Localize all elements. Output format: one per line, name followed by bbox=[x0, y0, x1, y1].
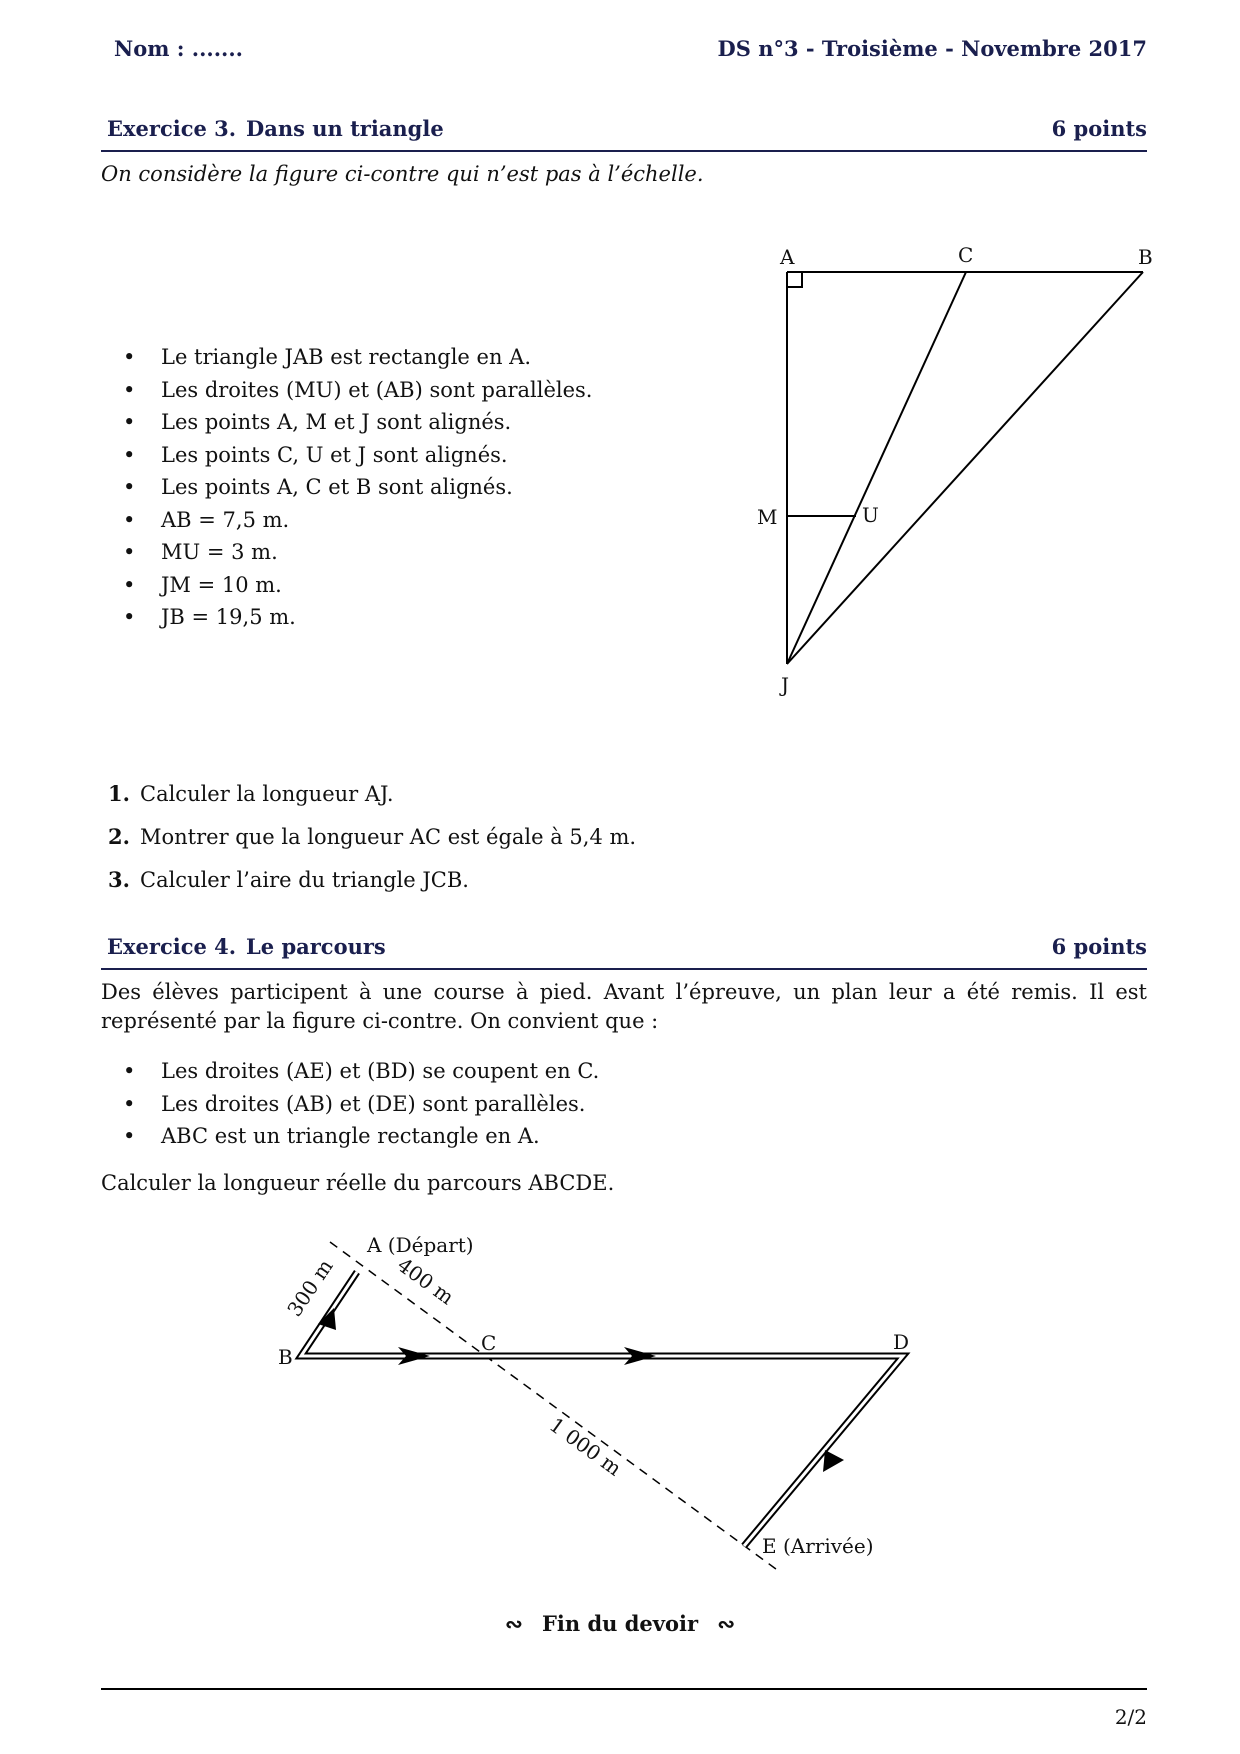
label-m: M bbox=[757, 505, 778, 529]
exercise-3-number: Exercice 3. bbox=[107, 116, 237, 141]
question-3: 3. Calculer l’aire du triangle JCB. bbox=[108, 867, 469, 892]
footer-rule bbox=[101, 1688, 1147, 1690]
exercise-3-questions bbox=[108, 777, 636, 906]
list-item: • Les points A, M et J sont alignés. bbox=[101, 406, 592, 439]
course-figure bbox=[0, 1220, 1240, 1600]
label-b: B bbox=[278, 1345, 293, 1369]
list-item: • MU = 3 m. bbox=[101, 536, 592, 569]
list-item: • Les points A, C et B sont alignés. bbox=[101, 471, 592, 504]
exercise-4-facts bbox=[101, 1055, 599, 1153]
segment-jc bbox=[787, 272, 966, 664]
triangle-figure bbox=[0, 0, 1240, 720]
label-a: A bbox=[780, 245, 795, 269]
label-c: C bbox=[481, 1331, 497, 1355]
exercise-4-task: Calculer la longueur réelle du parcours ABCDE. bbox=[101, 1171, 615, 1195]
list-item: • ABC est un triangle rectangle en A. bbox=[101, 1120, 599, 1153]
fleuron-right-icon: ∾ bbox=[717, 1611, 735, 1636]
end-of-test: ∾ Fin du devoir ∾ bbox=[505, 1611, 735, 1636]
distance-ac: 400 m bbox=[393, 1252, 459, 1310]
list-item: • Le triangle JAB est rectangle en A. bbox=[101, 341, 592, 374]
label-b: B bbox=[1138, 245, 1153, 269]
label-c: C bbox=[958, 243, 974, 267]
course-path-outer bbox=[301, 1272, 903, 1546]
exercise-4-title: Le parcours bbox=[246, 934, 386, 959]
label-a-depart: A (Départ) bbox=[367, 1233, 474, 1257]
list-item: • Les droites (AB) et (DE) sont parallèles. bbox=[101, 1088, 599, 1121]
question-1: 1. Calculer la longueur AJ. bbox=[108, 781, 394, 806]
exercise-4-intro: Des élèves participent à une course à pied. Avant l’épreuve, un plan leur a été remis. Il est représenté par la figure ci-contre. On convient que : bbox=[101, 980, 1147, 1033]
label-j: J bbox=[781, 673, 790, 697]
course-path-inner bbox=[301, 1272, 903, 1546]
dashed-line-ae bbox=[330, 1242, 780, 1572]
exercise-3-title: Dans un triangle bbox=[246, 116, 444, 141]
exercise-4-number: Exercice 4. bbox=[107, 934, 237, 959]
page-number: 2/2 bbox=[1114, 1705, 1147, 1729]
label-e-arrivee: E (Arrivée) bbox=[762, 1534, 874, 1558]
exercise-4-points: 6 points bbox=[1051, 934, 1147, 959]
exercise-3-intro: On considère la figure ci-contre qui n’est pas à l’échelle. bbox=[101, 162, 704, 186]
list-item: • Les droites (MU) et (AB) sont parallèles. bbox=[101, 374, 592, 407]
right-angle-marker bbox=[787, 272, 802, 287]
distance-ab: 300 m bbox=[282, 1254, 338, 1321]
distance-ce: 1 000 m bbox=[545, 1412, 626, 1481]
student-name-field: Nom : ....... bbox=[114, 36, 243, 61]
list-item: • JB = 19,5 m. bbox=[101, 601, 592, 634]
label-u: U bbox=[862, 503, 879, 527]
arrow-d-to-e bbox=[823, 1450, 844, 1472]
test-title: DS n°3 - Troisième - Novembre 2017 bbox=[717, 36, 1147, 61]
list-item: • JM = 10 m. bbox=[101, 569, 592, 602]
question-2: 2. Montrer que la longueur AC est égale à 5,4 m. bbox=[108, 824, 637, 849]
list-item: • Les points C, U et J sont alignés. bbox=[101, 439, 592, 472]
label-d: D bbox=[893, 1330, 910, 1354]
fleuron-left-icon: ∾ bbox=[505, 1611, 523, 1636]
segment-jb bbox=[787, 272, 1143, 664]
exercise-4-header bbox=[101, 934, 1147, 970]
list-item: • Les droites (AE) et (BD) se coupent en C. bbox=[101, 1055, 599, 1088]
list-item: • AB = 7,5 m. bbox=[101, 504, 592, 537]
exercise-3-points: 6 points bbox=[1051, 116, 1147, 141]
